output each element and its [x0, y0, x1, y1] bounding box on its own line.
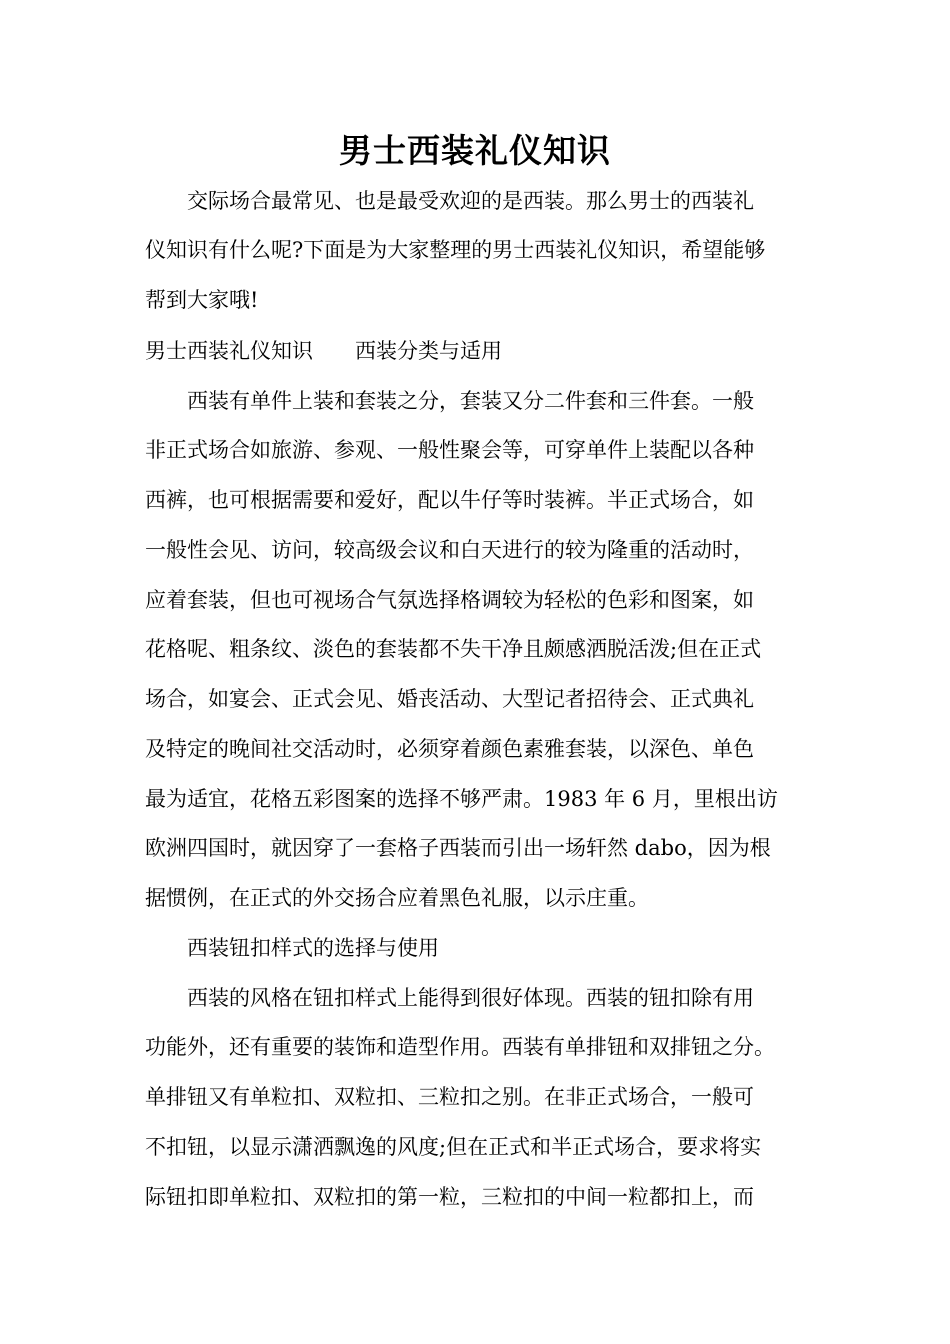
paragraph-line: 欧洲四国时，就因穿了一套格子西装而引出一场轩然 dabo，因为根 — [145, 836, 771, 860]
paragraph-line: 帮到大家哦! — [145, 288, 259, 312]
paragraph-line: 西装有单件上装和套装之分，套装又分二件套和三件套。一般 — [145, 389, 754, 413]
paragraph-line: 一般性会见、访问，较高级会议和白天进行的较为隆重的活动时， — [145, 538, 754, 562]
paragraph-line: 及特定的晚间社交活动时，必须穿着颜色素雅套装，以深色、单色 — [145, 737, 754, 761]
paragraph-line: 单排钮又有单粒扣、双粒扣、三粒扣之别。在非正式场合，一般可 — [145, 1085, 754, 1109]
paragraph-line: 非正式场合如旅游、参观、一般性聚会等，可穿单件上装配以各种 — [145, 438, 754, 462]
paragraph-line: 际钮扣即单粒扣、双粒扣的第一粒，三粒扣的中间一粒都扣上，而 — [145, 1185, 754, 1209]
paragraph-line: 场合，如宴会、正式会见、婚丧活动、大型记者招待会、正式典礼 — [145, 687, 754, 711]
paragraph-line: 仪知识有什么呢?下面是为大家整理的男士西装礼仪知识，希望能够 — [145, 238, 766, 262]
paragraph-line: 西裤，也可根据需要和爱好，配以牛仔等时装裤。半正式场合，如 — [145, 488, 754, 512]
paragraph-line: 花格呢、粗条纹、淡色的套装都不失干净且颇感洒脱活泼;但在正式 — [145, 637, 762, 661]
section-heading: 西装钮扣样式的选择与使用 — [145, 936, 439, 960]
paragraph-line: 最为适宜，花格五彩图案的选择不够严肃。1983 年 6 月，里根出访 — [145, 787, 778, 811]
document-title: 男士西装礼仪知识 — [339, 131, 611, 170]
paragraph-line: 应着套装，但也可视场合气氛选择格调较为轻松的色彩和图案，如 — [145, 588, 754, 612]
paragraph-line: 功能外，还有重要的装饰和造型作用。西装有单排钮和双排钮之分。 — [145, 1035, 775, 1059]
paragraph-line: 不扣钮，以显示潇洒飘逸的风度;但在正式和半正式场合，要求将实 — [145, 1135, 762, 1159]
paragraph-line: 据惯例，在正式的外交扬合应着黑色礼服，以示庄重。 — [145, 886, 649, 910]
section-heading: 男士西装礼仪知识 西装分类与适用 — [145, 339, 502, 363]
paragraph-line: 交际场合最常见、也是最受欢迎的是西装。那么男士的西装礼 — [145, 189, 754, 213]
paragraph-line: 西装的风格在钮扣样式上能得到很好体现。西装的钮扣除有用 — [145, 986, 754, 1010]
